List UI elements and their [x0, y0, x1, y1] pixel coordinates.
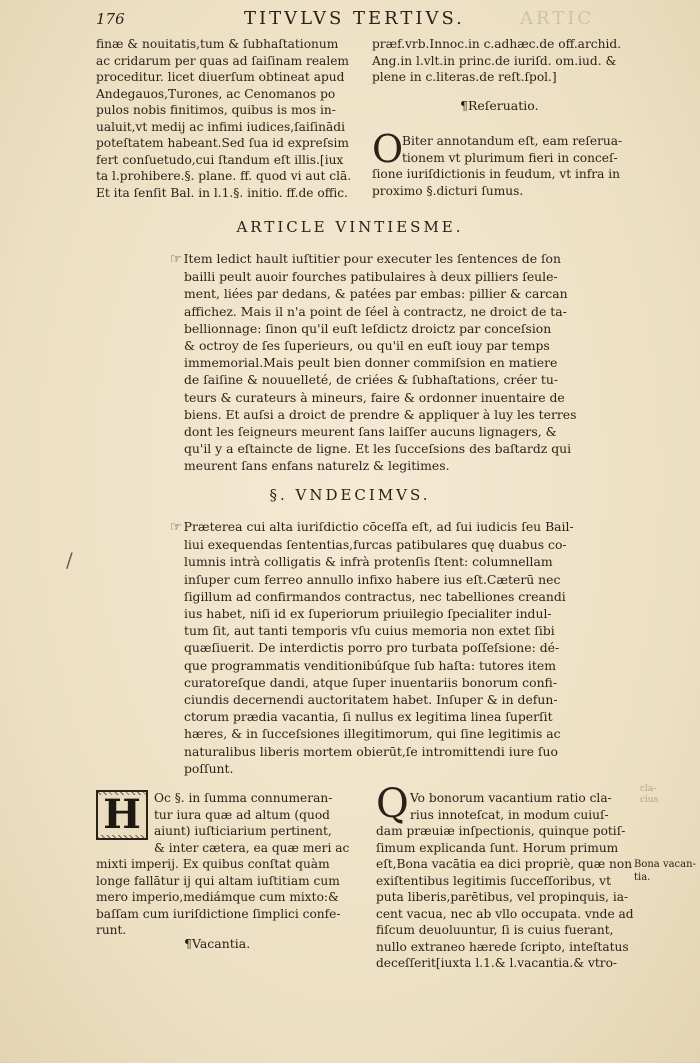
text-line: dam præuiæ inſpectionis, quinque potiſ- [376, 824, 626, 838]
reservatio-subheading: ¶Reſeruatio. [460, 98, 539, 113]
text-line: ctorum prædia vacantia, ſi nullus ex legitima linea ſuperſit [184, 709, 553, 725]
text-line: exiſtentibus legitimis ſucceſſoribus, vt [376, 873, 611, 888]
text-line-content: Præterea cui alta iuriſdictio cōceſſa eſt, ad ſui iudicis ſeu Bail- [183, 519, 574, 534]
text-line: immemorial.Mais peult bien donner commiſsion en matiere [184, 355, 558, 371]
running-title: TITVLVS TERTIVS. [244, 8, 465, 29]
text-line: biens. Et auſsi a droict de prendre & appliquer à luy les terres [184, 406, 577, 422]
text-line: dont les ſeigneurs meurent ſans laiſſer aucuns lignagers, & [184, 424, 557, 440]
text-line: rius innoteſcat, in modum cuiuſ- [410, 807, 609, 822]
text-line: fert conſuetudo,cui ſtandum eſt illis.[iux [96, 152, 344, 167]
text-line: poteſtatem habeant.Sed ſua id expreſsim [96, 136, 349, 150]
text-line: ſimum explicanda ſunt. Horum primum [376, 840, 619, 855]
text-line: quæſiuerit. De interdictis porro pro turbata poſſeſsione: dé- [184, 640, 560, 656]
text-line: lumnis intrà colligatis & infrà protenſis ſtent: columnellam [184, 554, 553, 570]
text-line: ac cridarum per quas ad ſaiſinam realem [96, 53, 349, 68]
reservatio-paragraph [372, 127, 636, 199]
margin-faint-note [640, 784, 658, 806]
text-line: curatoreſque dandi, atque ſuper inuentariis bonorum confi- [184, 674, 558, 690]
text-line: ſigillum ad confirmandos contractus, nec tabelliones creandi [184, 588, 566, 604]
text-line: cius [640, 795, 659, 805]
text-line: finæ & nouitatis,tum & ſubhaſtationum [96, 37, 339, 51]
margin-note [634, 858, 696, 884]
text-line: ſione iuriſdictionis in feudum, vt infra in [372, 167, 620, 181]
page-number: 176 [96, 10, 125, 28]
text-line: de ſaiſine & nouuelleté, de criées & ſubhaſtations, créer tu- [184, 372, 559, 388]
text-line: runt. [96, 923, 127, 937]
text-line: puta liberis,parētibus, vel propinquis, ia- [376, 890, 629, 904]
initial-letter: O [372, 127, 404, 171]
text-line: Et ita ſenſit Bal. in l.1.§. initio. ff.de offic. [96, 185, 348, 200]
text-line: cla- [640, 784, 657, 794]
text-line: mixti imperij. Ex quibus conſtat quàm [96, 857, 330, 871]
text-line: inſuper cum ferreo annullo infixo habere ius eſt.Cæterū nec [184, 571, 561, 587]
text-line: & inter cætera, ea quæ meri ac [154, 840, 350, 855]
margin-pen-mark: / [66, 548, 73, 572]
french-article-text [170, 250, 636, 475]
section-heading: §. VNDECIMVS. [269, 486, 431, 504]
text-line: plene in c.literas.de reſt.ſpol.] [372, 70, 557, 84]
text-line: aiunt) iuſticiarium pertinent, [154, 824, 332, 838]
right-column-bottom [376, 790, 640, 972]
text-line: tum ſit, aut tanti temporis vſu cuius memoria non extet ſibi [184, 623, 555, 639]
text-line: tia. [634, 872, 651, 883]
text-line: Andegauos,Turones, ac Cenomanos po [96, 86, 336, 101]
text-line: longe fallātur ij qui altam iuſtitiam cum [96, 873, 340, 888]
text-line: eſt,Bona vacātia ea dici propriè, quæ non [376, 857, 633, 871]
text-line: Ang.in l.vlt.in princ.de iuriſd. om.iud. & [372, 53, 617, 68]
text-line: pulos nobis finitimos, quibus is mos in- [96, 103, 336, 117]
text-line: Bona vacan- [634, 859, 696, 870]
text-line: fiſcum deuoluuntur, ſi is cuius fuerant, [376, 923, 614, 937]
right-column-top [372, 36, 636, 86]
text-line [170, 518, 636, 536]
text-line: meurent ſans enfans naturelz & legitimes. [184, 458, 450, 474]
text-line: ciundis decernendi auctoritatem habet. Inſuper & in defun- [184, 692, 558, 708]
text-line: nullo extraneo hærede ſcripto, inteſtatus [376, 939, 629, 954]
text-line: teurs & curateurs à mineurs, faire & ordonner inuentaire de [184, 389, 565, 405]
text-line: baſſam cum iuriſdictione ſimplici confe- [96, 906, 341, 921]
text-line: affichez. Mais il n'a point de ſéel à contractz, ne droict de ta- [184, 303, 567, 319]
left-column-top [96, 36, 358, 201]
text-line: ualuit,vt medij ac infimi iudices,ſaiſinādi [96, 119, 345, 134]
text-line-content: Item ledict hault iuſtitier pour executer les ſentences de ſon [183, 251, 561, 266]
text-line: Oc §. in ſumma connumeran- [154, 791, 333, 805]
text-line: poſſunt. [184, 760, 234, 776]
text-line: deceſſerit[iuxta l.1.& l.vacantia.& vtro- [376, 956, 618, 970]
text-line: bailli peult auoir fourches patibulaires à deux pilliers ſeule- [184, 269, 558, 285]
text-line: qu'il y a eſtaincte de ligne. Et les ſucceſsions des baſtardz qui [184, 441, 572, 457]
text-line: naturalibus liberis mortem obierūt,ſe intromittendi iure ſuo [184, 743, 558, 759]
text-line: præf.vrb.Innoc.in c.adhæc.de off.archid. [372, 37, 622, 51]
left-column-bottom [96, 790, 358, 939]
text-line: bellionnage: ſinon qu'il euſt leſdictz droictz par conceſsion [184, 320, 552, 336]
text-line: ta l.prohibere.§. plane. ff. quod vi aut clā. [96, 169, 352, 183]
bleed-through-text: ARTIC [520, 8, 595, 29]
text-line: hæres, & in ſucceſsiones illegitimorum, qui ſine legitimis ac [184, 726, 561, 742]
vacantia-subheading: ¶Vacantia. [184, 936, 251, 951]
text-line: mero imperio,mediámque cum mixto:& [96, 890, 339, 904]
decorated-initial-letter: H [98, 795, 146, 835]
text-line: proceditur. licet diuerſum obtineat apud [96, 70, 345, 84]
text-line: tionem vt plurimum fieri in conceſ- [402, 150, 618, 165]
text-line: Vo bonorum vacantium ratio cla- [410, 791, 612, 805]
pointing-hand-icon: ☞ [170, 252, 182, 267]
latin-section-text [170, 518, 636, 777]
article-heading: ARTICLE VINTIESME. [236, 218, 464, 236]
pointing-hand-icon: ☞ [170, 520, 182, 535]
text-line: & octroy de ſes ſuperieurs, ou qu'il en euſt iouy par temps [184, 338, 550, 354]
text-line: que programmatis venditionibúſque ſub haſta: tutores item [184, 657, 556, 673]
text-line: ment, liées par dedans, & patées par embas: pillier & carcan [184, 286, 568, 302]
text-line: liui exequendas ſententias,furcas patibulares quę duabus co- [184, 537, 567, 553]
text-line [170, 250, 636, 268]
text-line: ius habet, niſi id ex ſuperiorum priuilegio ſpecialiter indul- [184, 606, 552, 622]
text-line: proximo §.dicturi ſumus. [372, 183, 524, 198]
text-line: Biter annotandum eſt, eam reſerua- [402, 134, 623, 148]
text-line: cent vacua, nec ab vllo occupata. vnde ad [376, 906, 634, 921]
text-line: tur iura quæ ad altum (quod [154, 807, 330, 822]
initial-letter: Q [376, 781, 409, 827]
